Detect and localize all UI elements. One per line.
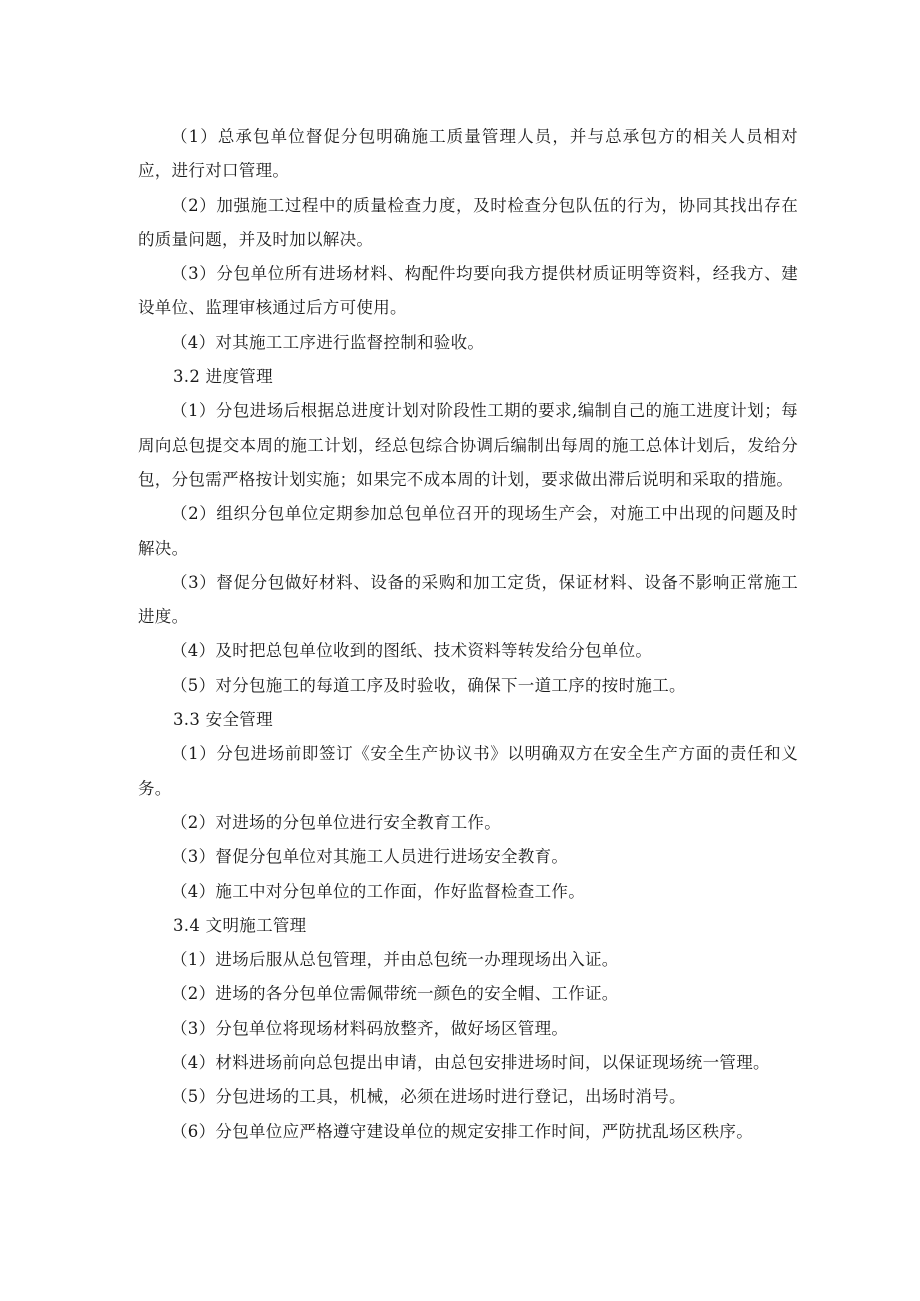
section-heading: 3.2 进度管理 <box>173 367 273 387</box>
paragraph: （4）施工中对分包单位的工作面，作好监督检查工作。 <box>171 881 585 901</box>
paragraph: （6）分包单位应严格遵守建设单位的规定安排工作时间，严防扰乱场区秩序。 <box>171 1121 753 1141</box>
paragraph: （2）加强施工过程中的质量检查力度，及时检查分包队伍的行为，协同其找出存在的质量问题，并及时加以解决。 <box>138 195 798 249</box>
paragraph: （5）分包进场的工具，机械，必须在进场时进行登记，出场时消号。 <box>171 1087 686 1107</box>
section-heading: 3.4 文明施工管理 <box>173 915 307 935</box>
paragraph: （4）材料进场前向总包提出申请，由总包安排进场时间，以保证现场统一管理。 <box>171 1053 770 1073</box>
paragraph: （4）及时把总包单位收到的图纸、技术资料等转发给分包单位。 <box>171 641 653 661</box>
paragraph: （5）对分包施工的每道工序及时验收，确保下一道工序的按时施工。 <box>171 675 686 695</box>
paragraph: （2）对进场的分包单位进行安全教育工作。 <box>171 812 501 832</box>
paragraph: （3）分包单位所有进场材料、构配件均要向我方提供材质证明等资料，经我方、建设单位、监理审核通过后方可使用。 <box>138 264 798 318</box>
paragraph: （3）分包单位将现场材料码放整齐，做好场区管理。 <box>171 1018 569 1038</box>
paragraph: （4）对其施工工序进行监督控制和验收。 <box>171 332 485 352</box>
paragraph: （3）督促分包做好材料、设备的采购和加工定货，保证材料、设备不影响正常施工进度。 <box>138 572 798 627</box>
paragraph: （2）组织分包单位定期参加总包单位召开的现场生产会，对施工中出现的问题及时解决。 <box>138 504 798 558</box>
paragraph: （1）进场后服从总包管理，并由总包统一办理现场出入证。 <box>171 950 619 970</box>
section-heading: 3.3 安全管理 <box>173 710 273 730</box>
paragraph: （2）进场的各分包单位需佩带统一颜色的安全帽、工作证。 <box>171 984 619 1004</box>
paragraph: （1）分包进场前即签订《安全生产协议书》以明确双方在安全生产方面的责任和义务。 <box>138 744 798 798</box>
document-body <box>138 120 798 1149</box>
paragraph: （3）督促分包单位对其施工人员进行进场安全教育。 <box>171 847 569 867</box>
paragraph: （1）分包进场后根据总进度计划对阶段性工期的要求,编制自己的施工进度计划；每周向总包提交本周的施工计划，经总包综合协调后编制出每周的施工总体计划后，发给分包，分包需严格按计划实施；如果完不成本周的计划，要求做出滞后说明和采取的措施。 <box>138 401 798 489</box>
paragraph: （1）总承包单位督促分包明确施工质量管理人员，并与总承包方的相关人员相对应，进行对口管理。 <box>138 127 798 181</box>
